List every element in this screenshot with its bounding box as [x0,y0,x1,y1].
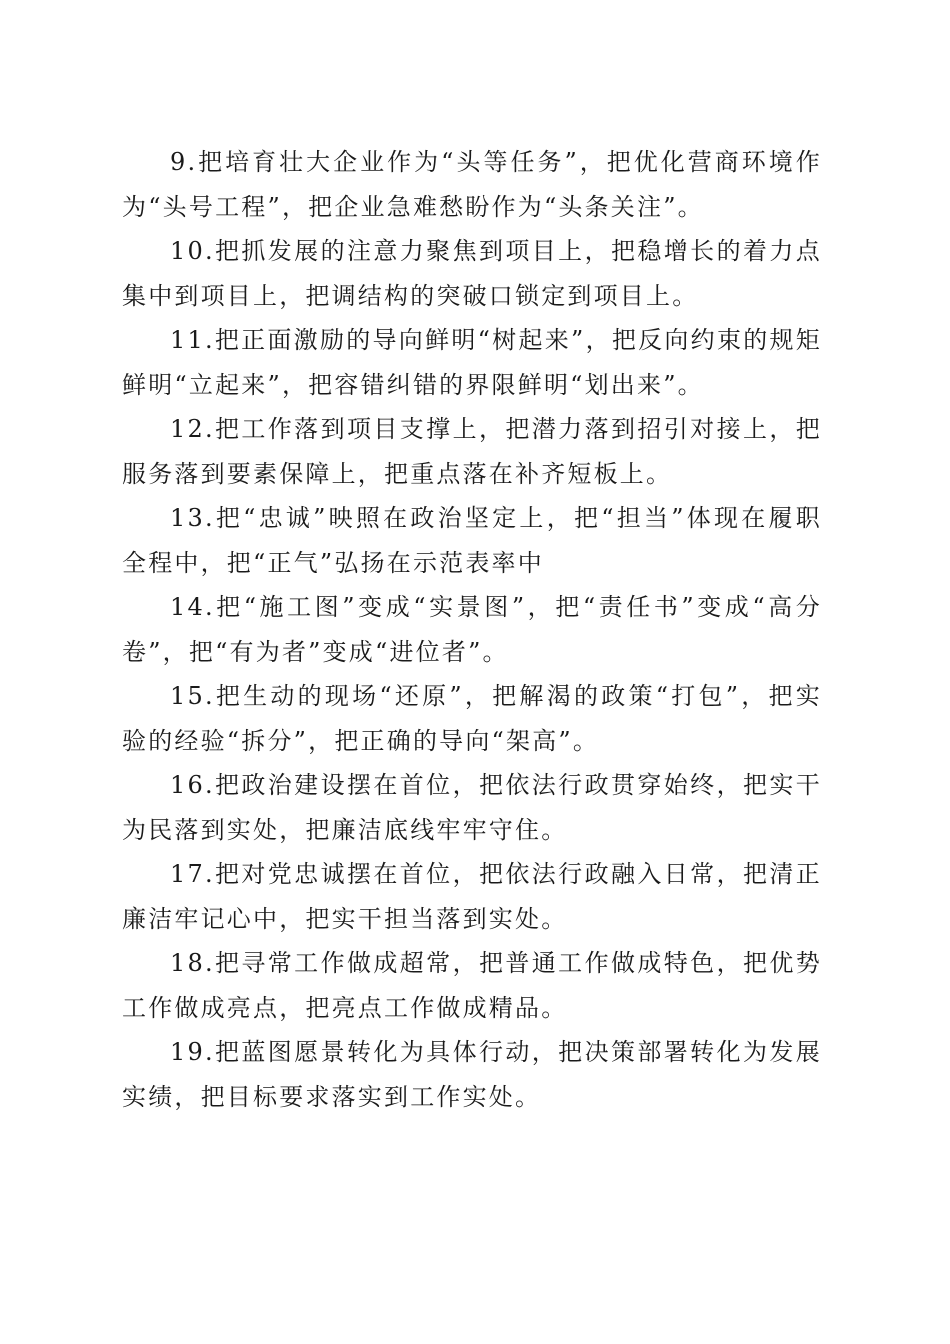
paragraph-item-12: 12.把工作落到项目支撑上，把潜力落到招引对接上，把服务落到要素保障上，把重点落在补齐短板上。 [122,415,822,488]
paragraph-item-16: 16.把政治建设摆在首位，把依法行政贯穿始终，把实干为民落到实处，把廉洁底线牢牢守住。 [122,771,822,844]
paragraph-item-14: 14.把“施工图”变成“实景图”，把“责任书”变成“高分卷”，把“有为者”变成“进位者”。 [122,593,822,666]
paragraph-item-18: 18.把寻常工作做成超常，把普通工作做成特色，把优势工作做成亮点，把亮点工作做成精品。 [122,949,822,1022]
paragraph-item-11: 11.把正面激励的导向鲜明“树起来”，把反向约束的规矩鲜明“立起来”，把容错纠错的界限鲜明“划出来”。 [122,326,822,399]
paragraph-item-10: 10.把抓发展的注意力聚焦到项目上，把稳增长的着力点集中到项目上，把调结构的突破口锁定到项目上。 [122,237,822,310]
paragraph-item-19: 19.把蓝图愿景转化为具体行动，把决策部署转化为发展实绩，把目标要求落实到工作实处。 [122,1038,822,1111]
paragraph-item-13: 13.把“忠诚”映照在政治坚定上，把“担当”体现在履职全程中，把“正气”弘扬在示范表率中 [122,504,822,577]
paragraph-item-17: 17.把对党忠诚摆在首位，把依法行政融入日常，把清正廉洁牢记心中，把实干担当落到实处。 [122,860,822,933]
document-body [122,140,822,1119]
paragraph-item-15: 15.把生动的现场“还原”，把解渴的政策“打包”，把实验的经验“拆分”，把正确的导向“架高”。 [122,682,822,755]
paragraph-item-9: 9.把培育壮大企业作为“头等任务”，把优化营商环境作为“头号工程”，把企业急难愁盼作为“头条关注”。 [122,148,822,221]
